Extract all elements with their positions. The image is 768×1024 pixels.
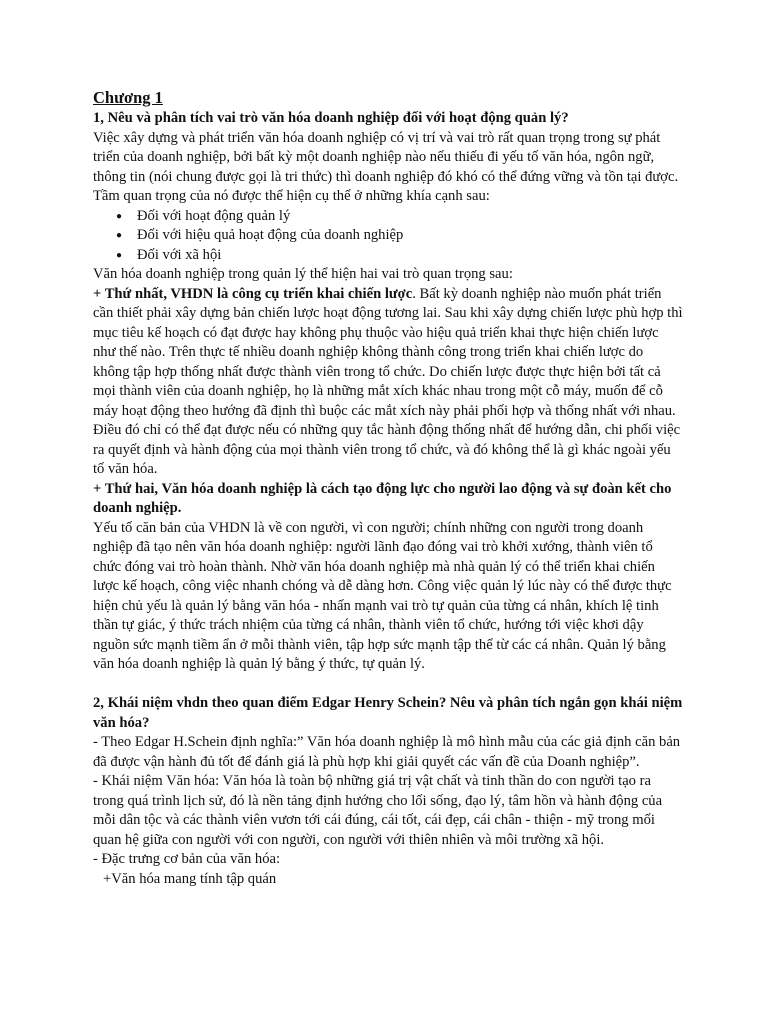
- first-role-heading: + Thứ nhất, VHDN là công cụ triển khai chiến lược: [93, 285, 413, 302]
- question-1: 1, Nêu và phân tích vai trò văn hóa doanh nghiệp đối với hoạt động quản lý?: [93, 110, 569, 126]
- document-page: [93, 87, 683, 889]
- question-2: 2, Khái niệm vhdn theo quan điểm Edgar Henry Schein? Nêu và phân tích ngắn gọn khái niệm văn hóa?: [93, 695, 683, 731]
- section-spacer: [93, 675, 683, 695]
- list-item: ● Đối với xã hội: [137, 246, 683, 266]
- schein-definition: - Theo Edgar H.Schein định nghĩa:” Văn hóa doanh nghiệp là mô hình mẫu của các giả định căn bản đã được vận hành đủ tốt để đánh giá là phù hợp khi giải quyết các vấn đề của Doanh nghiệp”.: [93, 734, 681, 770]
- second-role-heading: + Thứ hai, Văn hóa doanh nghiệp là cách tạo động lực cho người lao động và sự đoàn kết cho doanh nghiệp.: [93, 480, 672, 516]
- culture-concept: - Khái niệm Văn hóa: Văn hóa là toàn bộ những giá trị vật chất và tinh thần do con người tạo ra trong quá trình lịch sử, đó là nền tảng định hướng cho lối sống, đạo lý, tâm hồn và hành động của mỗi dân tộc và các thành viên vươn tới cái đúng, cái tốt, cái đẹp, cái chân - thiện - mỹ trong mối quan hệ giữa con người với con người, con người với thiên nhiên và môi trường xã hội.: [93, 773, 663, 848]
- intro-paragraph: Việc xây dựng và phát triển văn hóa doanh nghiệp có vị trí và vai trò rất quan trọng trong sự phát triển của doanh nghiệp, bởi bất kỳ một doanh nghiệp nào nếu thiếu đi yếu tố văn hóa, ngôn ngữ, thông tin (nói chung được gọi là tri thức) thì doanh nghiệp đó khó có thể đứng vững và tồn tại được. Tầm quan trọng của nó được thể hiện cụ thể ở những khía cạnh sau:: [93, 129, 679, 204]
- chapter-title: Chương 1: [93, 88, 163, 107]
- second-role-body: Yếu tố căn bản của VHDN là về con người, vì con người; chính những con người trong doanh nghiệp đã tạo nên văn hóa doanh nghiệp: người lãnh đạo đóng vai trò khởi xướng, thành viên tổ chức đóng vai trò hoàn thành. Nhờ văn hóa doanh nghiệp mà nhà quản lý có thể triển khai chiến lược kế hoạch, công việc nhanh chóng và dễ dàng hơn. Công việc quản lý lúc này có thể được thực hiện chủ yếu là quản lý bằng văn hóa - nhấn mạnh vai trò tự quản của từng cá nhân, khích lệ tinh thần tự giác, ý thức trách nhiệm của từng cá nhân, thành viên tổ chức, hướng tới việc khơi dậy nguồn sức mạnh tiềm ẩn ở mỗi thành viên, tập hợp sức mạnh tập thể từ các cá nhân. Quản lý bằng văn hóa doanh nghiệp là quản lý bằng ý thức, tự quản lý.: [93, 519, 672, 672]
- list-item: ● Đối với hoạt động quản lý: [137, 207, 683, 227]
- aspect-list: [93, 207, 683, 266]
- first-role-body: . Bất kỳ doanh nghiệp nào muốn phát triển cần thiết phải xây dựng bản chiến lược hoạt động tương lai. Sau khi xây dựng chiến lược phù hợp thì mục tiêu kế hoạch có đạt được hay không phụ thuộc vào hiệu quả triển khai thực hiện chiến lược như thế nào. Trên thực tế nhiều doanh nghiệp không thành công trong triển khai chiến lược do không tập hợp thống nhất được thành viên trong tổ chức. Do chiến lược được thực hiện bởi tất cả mọi thành viên của doanh nghiệp, họ là những mắt xích khác nhau trong một cỗ máy, muốn để cỗ máy hoạt động theo hướng đã định thì buộc các mắt xích này phải phối hợp và thống nhất với nhau. Điều đó chỉ có thể đạt được nếu có những quy tắc hành động thống nhất để hướng dẫn, chi phối việc ra quyết định và hành động của mọi thành viên trong tổ chức, và đó không thể là gì khác ngoài yếu tố văn hóa.: [93, 285, 683, 477]
- culture-features-intro: - Đặc trưng cơ bản của văn hóa:: [93, 851, 281, 867]
- culture-feature-item: +Văn hóa mang tính tập quán: [103, 870, 277, 887]
- roles-intro: Văn hóa doanh nghiệp trong quản lý thể hiện hai vai trò quan trọng sau:: [93, 266, 513, 282]
- list-item: ● Đối với hiệu quả hoạt động của doanh nghiệp: [137, 226, 683, 246]
- first-role-paragraph: [93, 285, 683, 480]
